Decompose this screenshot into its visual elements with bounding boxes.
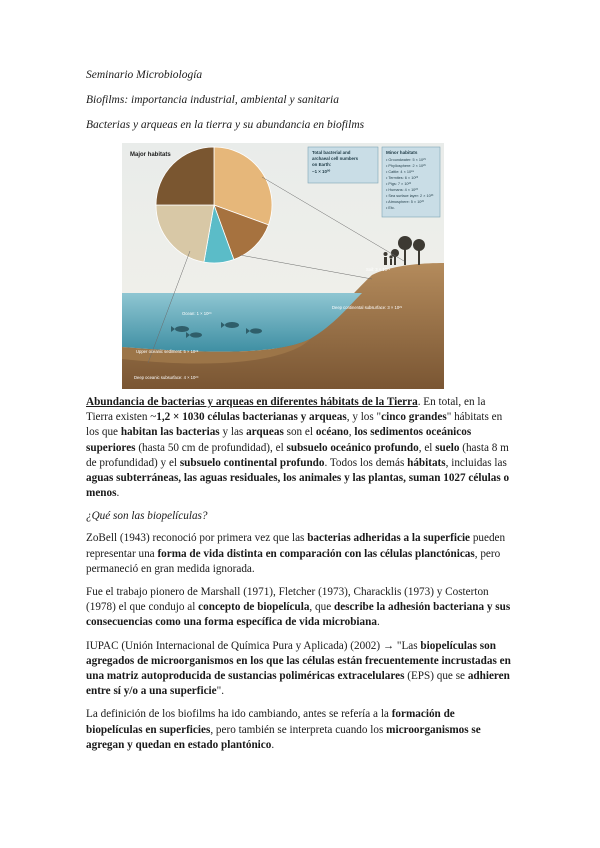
marshall-paragraph: Fue el trabajo pionero de Marshall (1971), Fletcher (1973), Characklis (1973) y Costerton (1978) el que condujo al concepto de biopelícula, que describe la adhesión bacteriana y sus consecuencias como una forma específica de vida microbiana. <box>86 586 511 629</box>
upper-sediment-label: Upper oceanic sediment: 5 × 10²⁸ <box>136 349 199 354</box>
habitats-figure <box>122 143 444 389</box>
iupac-paragraph: IUPAC (Unión Internacional de Química Pura y Aplicada) (2002) → "Las biopelículas son agregados de microorganismos en los que las células están frecuentemente incrustadas en una matriz autoproducida de sustancias poliméricas extracelulares (EPS) que se adhieren entre sí y/o a una superficie". <box>86 639 511 698</box>
course-title: Seminario Microbiología <box>86 69 203 81</box>
ocean-label: Ocean: 1 × 10²⁹ <box>182 311 212 316</box>
deep-oceanic-label: Deep oceanic subsurface: 4 × 10²⁹ <box>134 375 199 380</box>
habitats-paragraph: Abundancia de bacterias y arqueas en diferentes hábitats de la Tierra. En total, en la Tierra existen ~1,2 × 1030 células bacterianas y arqueas, y los "cinco grandes" hábitats en los que habitan las bacterias y las arqueas son el océano, los sedimentos oceánicos superiores (hasta 50 cm de profundidad), el subsuelo oceánico profundo, el suelo (hasta 8 m de profundidad) y el subsuelo continental profundo. Todos los demás hábitats, incluidas las aguas subterráneas, las aguas residuales, los animales y las plantas, suman 1027 células o menos. <box>86 396 510 500</box>
major-habitats-title: Major habitats <box>130 152 171 158</box>
document-page <box>86 68 514 761</box>
minor-habitats-list: • Groundwater: 5 × 10²⁹ • Phyllosphere: 2 × 10²⁶ • Cattle: 4 × 10²⁴ • Termites: 6 × 10²³ • Pigs: 7 × 10²² • Humans: 4 × 10²³ • Sea surface layer: 2 × 10²³ • Atmosphere: 5 × 10²² • Etc. <box>386 158 434 210</box>
topic-title: Biofilms: importancia industrial, ambiental y sanitaria <box>86 94 339 106</box>
minor-habitats-title: Minor habitats <box>386 150 418 155</box>
habitats-illustration <box>122 143 444 389</box>
section-title: Bacterias y arqueas en la tierra y su abundancia en biofilms <box>86 119 365 131</box>
deep-continental-label: Deep continental subsurface: 3 × 10²⁹ <box>332 305 403 310</box>
total-cells-text: Total bacterial and archaeal cell numbers on Earth: ~1 × 10³⁰ <box>312 150 359 174</box>
question-heading: ¿Qué son las biopelículas? <box>86 510 208 523</box>
soil-label: Soil: 3 × 10²⁹ <box>366 267 391 272</box>
major-habitats-pie <box>156 147 272 263</box>
zobell-paragraph: ZoBell (1943) reconoció por primera vez que las bacterias adheridas a la superficie pueden representar una forma de vida distinta en comparación con las células planctónicas, pero permaneció en gran medida ignorada. <box>86 532 506 575</box>
definition-paragraph: La definición de los biofilms ha ido cambiando, antes se refería a la formación de biopelículas en superficies, pero también se interpreta cuando los microorganismos se agregan y quedan en estado plantónico. <box>86 708 481 751</box>
